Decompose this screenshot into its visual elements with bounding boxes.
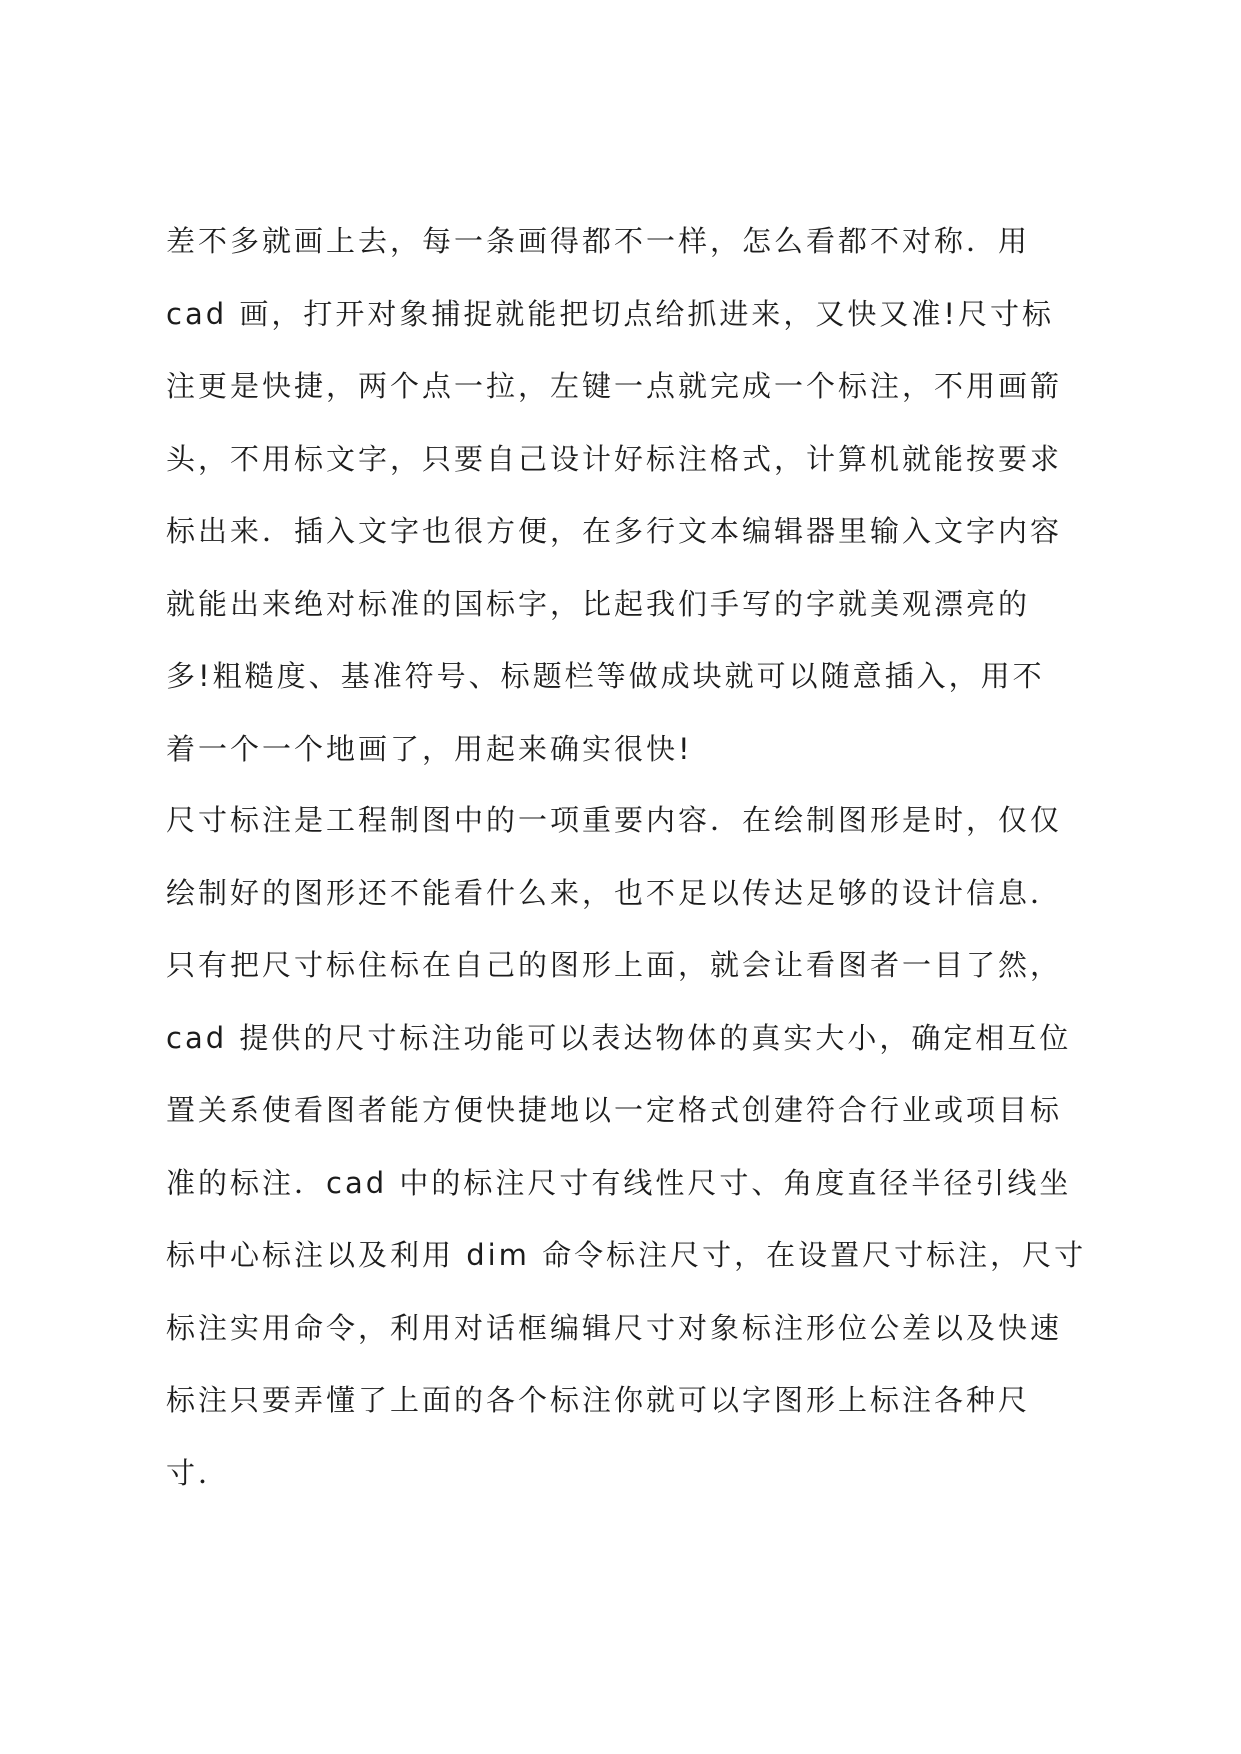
text-line: 标注只要弄懂了上面的各个标注你就可以字图形上标注各种尺 bbox=[166, 1383, 1031, 1417]
text-line: cad 画，打开对象捕捉就能把切点给抓进来，又快又准!尺寸标 bbox=[166, 296, 1054, 331]
text-line: 绘制好的图形还不能看什么来，也不足以传达足够的设计信息． bbox=[166, 875, 1063, 910]
text-line: 标注实用命令，利用对话框编辑尺寸对象标注形位公差以及快速 bbox=[166, 1310, 1063, 1345]
paragraph-2 bbox=[166, 803, 1096, 1531]
paragraph-1 bbox=[166, 224, 1096, 807]
text-line: 尺寸标注是工程制图中的一项重要内容．在绘制图形是时，仅仅 bbox=[166, 803, 1063, 837]
text-line: 注更是快捷，两个点一拉，左键一点就完成一个标注，不用画箭 bbox=[166, 369, 1063, 403]
text-line: 差不多就画上去，每一条画得都不一样，怎么看都不对称．用 bbox=[166, 224, 1031, 258]
text-line: 只有把尺寸标住标在自己的图形上面，就会让看图者一目了然， bbox=[166, 948, 1063, 982]
text-line: 寸． bbox=[166, 1455, 231, 1490]
text-line: 标出来．插入文字也很方便，在多行文本编辑器里输入文字内容 bbox=[166, 514, 1063, 548]
text-line: cad 提供的尺寸标注功能可以表达物体的真实大小，确定相互位 bbox=[166, 1020, 1072, 1055]
text-line: 头，不用标文字，只要自己设计好标注格式，计算机就能按要求 bbox=[166, 441, 1063, 476]
text-line: 就能出来绝对标准的国标字，比起我们手写的字就美观漂亮的 bbox=[166, 586, 1031, 621]
text-line: 着一个一个地画了，用起来确实很快! bbox=[166, 731, 693, 766]
text-line: 置关系使看图者能方便快捷地以一定格式创建符合行业或项目标 bbox=[166, 1093, 1063, 1127]
text-line: 多!粗糙度、基准符号、标题栏等做成块就可以随意插入，用不 bbox=[166, 659, 1045, 693]
text-line: 准的标注．cad 中的标注尺寸有线性尺寸、角度直径半径引线坐 bbox=[166, 1165, 1072, 1200]
text-line: 标中心标注以及利用 dim 命令标注尺寸，在设置尺寸标注，尺寸 bbox=[166, 1238, 1087, 1272]
